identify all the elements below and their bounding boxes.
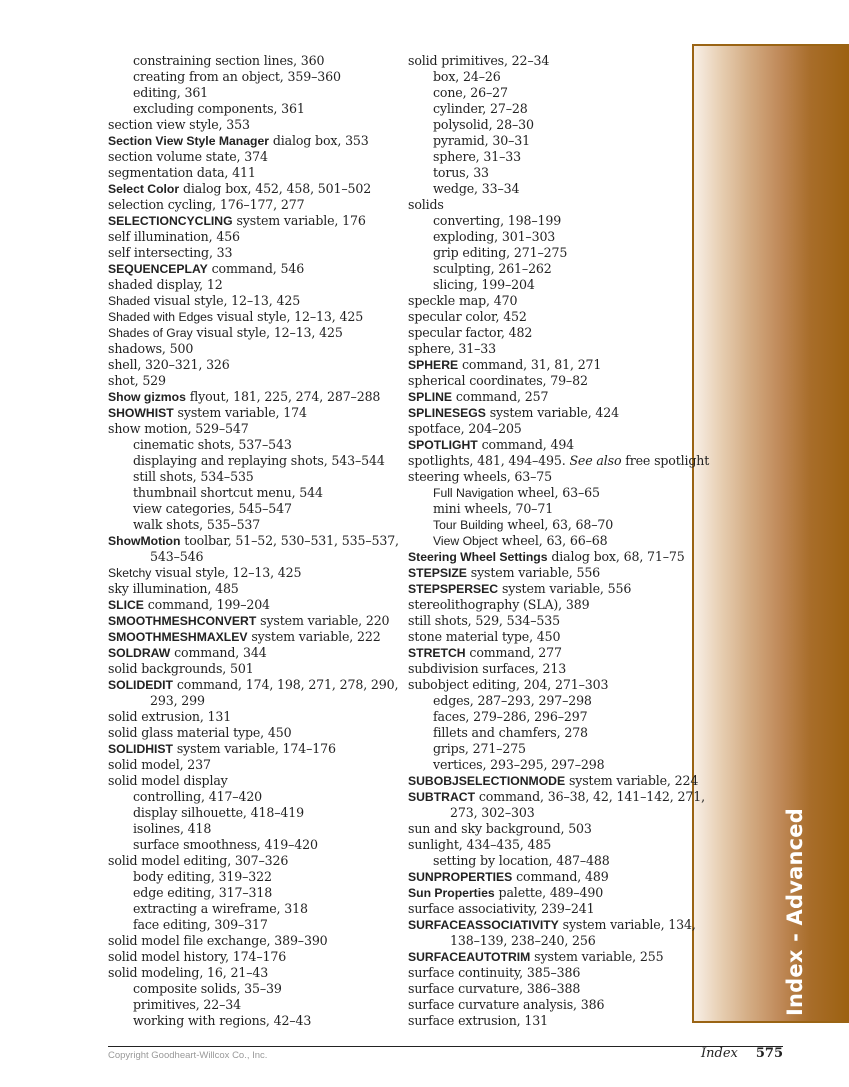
index-subentry [408,757,698,773]
entry-text: edges, 287–293, 297–298 [433,693,592,708]
index-entry [408,661,698,677]
entry-text: sphere, 31–33 [408,341,496,356]
index-subentry [108,501,398,517]
index-entry [108,325,398,341]
index-entry [108,213,398,229]
index-entry [408,789,705,805]
entry-text: displaying and replaying shots, 543–544 [133,453,385,468]
entry-text: edge editing, 317–318 [133,885,273,900]
index-entry [108,373,398,389]
entry-text: command, 494 [477,437,575,452]
entry-text: view categories, 545–547 [133,501,292,516]
index-entry [108,661,398,677]
index-entry [108,853,398,869]
index-entry [408,421,698,437]
index-entry [408,341,698,357]
entry-text: pyramid, 30–31 [433,133,530,148]
entry-text: sphere, 31–33 [433,149,521,164]
entry-term-bold: SURFACEAUTOTRIM [408,950,531,964]
index-subentry [408,853,698,869]
entry-text: face editing, 309–317 [133,917,268,932]
index-subentry [108,869,398,885]
entry-text: system variable, 176 [232,213,366,228]
entry-text: composite solids, 35–39 [133,981,282,996]
index-entry [108,773,398,789]
entry-text: system variable, 255 [530,949,664,964]
index-entry [108,709,398,725]
entry-term-bold: Section View Style Manager [108,134,269,148]
index-entry [108,565,398,581]
entry-term-bold: ShowMotion [108,534,181,548]
index-entry [408,645,698,661]
entry-text: solids [408,197,444,212]
index-entry [408,597,698,613]
index-subentry [408,149,698,165]
index-entry [108,293,398,309]
index-entry [408,197,698,213]
entry-term-bold: SPHERE [408,358,459,372]
index-entry [108,389,398,405]
entry-term-bold: SPOTLIGHT [408,438,478,452]
entry-term-ui: Tour Building [433,518,504,532]
cross-reference-label: See also [569,453,622,468]
entry-text: system variable, 556 [466,565,601,580]
entry-text: converting, 198–199 [433,213,562,228]
entry-text: command, 257 [452,389,549,404]
index-subentry [108,885,398,901]
index-subentry [408,69,698,85]
entry-term-bold: Select Color [108,182,180,196]
entry-term-bold: SPLINESEGS [408,406,486,420]
index-entry [108,677,398,693]
index-subentry [108,917,398,933]
entry-text: sunlight, 434–435, 485 [408,837,552,852]
index-entry [408,677,698,693]
index-entry [108,229,398,245]
entry-text: wheel, 63, 66–68 [497,533,608,548]
index-subentry [408,741,698,757]
index-subentry [408,709,698,725]
index-column-right [408,53,710,1029]
index-entry [408,405,698,421]
entry-term-bold: SELECTIONCYCLING [108,214,233,228]
index-entry [108,357,398,373]
entry-text: solid primitives, 22–34 [408,53,550,68]
entry-text: command, 344 [170,645,267,660]
index-subentry [108,469,398,485]
entry-text: surface smoothness, 419–420 [133,837,318,852]
index-subentry [408,485,698,501]
entry-continuation: 138–139, 238–240, 256 [450,933,596,948]
index-entry [408,613,698,629]
entry-text: command, 31, 81, 271 [458,357,602,372]
entry-text: system variable, 174–176 [173,741,336,756]
entry-text: command, 199–204 [143,597,270,612]
index-entry [108,725,398,741]
index-entry [108,613,398,629]
entry-text: controlling, 417–420 [133,789,263,804]
index-subentry [108,805,398,821]
index-subentry [408,133,698,149]
entry-text: visual style, 12–13, 425 [151,565,302,580]
entry-text: isolines, 418 [133,821,212,836]
entry-text: system variable, 222 [247,629,381,644]
entry-text: subdivision surfaces, 213 [408,661,567,676]
index-subentry [108,85,398,101]
index-subentry [108,453,398,469]
entry-text: self illumination, 456 [108,229,240,244]
entry-text: working with regions, 42–43 [133,1013,312,1028]
index-entry [408,629,698,645]
entry-text: still shots, 529, 534–535 [408,613,560,628]
entry-text: shot, 529 [108,373,166,388]
index-subentry [408,277,698,293]
entry-text: segmentation data, 411 [108,165,256,180]
index-entry [108,165,398,181]
entry-text: surface associativity, 239–241 [408,901,595,916]
index-entry [108,933,398,949]
index-entry [108,965,398,981]
entry-text: selection cycling, 176–177, 277 [108,197,305,212]
entry-continuation: 543–546 [150,549,204,564]
entry-text: palette, 489–490 [494,885,604,900]
copyright-notice: Copyright Goodheart-Willcox Co., Inc. [108,1050,268,1061]
entry-term-bold: Sun Properties [408,886,495,900]
entry-text: solid model editing, 307–326 [108,853,289,868]
entry-text: shaded display, 12 [108,277,223,292]
index-subentry [408,245,698,261]
entry-text: wheel, 63–65 [513,485,600,500]
entry-text: system variable, 134, [558,917,696,932]
entry-text: self intersecting, 33 [108,245,233,260]
index-entry [408,581,698,597]
page-footer [701,1046,783,1061]
entry-text: dialog box, 353 [268,133,369,148]
entry-text: walk shots, 535–537 [133,517,261,532]
index-subentry [108,69,398,85]
entry-text: solid backgrounds, 501 [108,661,254,676]
entry-text: extracting a wireframe, 318 [133,901,308,916]
index-entry [408,901,698,917]
index-entry [108,581,398,597]
entry-text: flyout, 181, 225, 274, 287–288 [185,389,381,404]
index-entry [408,373,698,389]
entry-text: cone, 26–27 [433,85,508,100]
index-subentry [408,501,698,517]
index-entry [408,981,698,997]
index-entry [108,261,398,277]
cross-reference-target: free spotlight [621,453,710,468]
entry-text: speckle map, 470 [408,293,518,308]
index-entry [108,757,398,773]
index-entry [108,629,398,645]
entry-text: sky illumination, 485 [108,581,239,596]
entry-text: cylinder, 27–28 [433,101,528,116]
index-entry [408,869,698,885]
entry-text: visual style, 12–13, 425 [192,325,343,340]
index-entry [408,917,698,933]
entry-term-bold: SOLDRAW [108,646,171,660]
index-subentry [108,53,398,69]
index-entry [108,533,398,549]
entry-text: slicing, 199–204 [433,277,535,292]
entry-text: torus, 33 [433,165,489,180]
index-subentry [408,213,698,229]
entry-text: spotlights, 481, 494–495. [408,453,570,468]
entry-term-ui: Full Navigation [433,486,514,500]
entry-text: body editing, 319–322 [133,869,272,884]
entry-continuation: 273, 302–303 [450,805,535,820]
entry-text: editing, 361 [133,85,209,100]
index-subentry [108,981,398,997]
entry-text: shell, 320–321, 326 [108,357,230,372]
index-subentry [408,261,698,277]
index-entry [408,53,698,69]
footer-rule [108,1046,783,1047]
index-subentry [108,437,398,453]
entry-text: wedge, 33–34 [433,181,520,196]
entry-text: subobject editing, 204, 271–303 [408,677,609,692]
entry-text: spotface, 204–205 [408,421,522,436]
index-subentry [108,101,398,117]
index-subentry [108,837,398,853]
index-entry [108,341,398,357]
entry-term-bold: SHOWHIST [108,406,174,420]
index-entry [108,133,398,149]
index-subentry [408,165,698,181]
entry-text: visual style, 12–13, 425 [150,293,301,308]
entry-text: solid glass material type, 450 [108,725,292,740]
index-entry [408,453,710,469]
index-subentry [408,117,698,133]
entry-term-bold: STEPSIZE [408,566,467,580]
entry-text: cinematic shots, 537–543 [133,437,292,452]
entry-text: box, 24–26 [433,69,501,84]
index-entry [108,405,398,421]
entry-term-bold: STEPSPERSEC [408,582,499,596]
entry-continuation: 293, 299 [150,693,205,708]
entry-text: dialog box, 68, 71–75 [547,549,685,564]
index-entry [408,965,698,981]
entry-text: display silhouette, 418–419 [133,805,304,820]
index-entry [408,309,698,325]
entry-text: grips, 271–275 [433,741,526,756]
entry-text: spherical coordinates, 79–82 [408,373,588,388]
entry-term-bold: SEQUENCEPLAY [108,262,208,276]
entry-text: faces, 279–286, 296–297 [433,709,588,724]
entry-text: polysolid, 28–30 [433,117,534,132]
index-entry [408,549,698,565]
entry-text: solid model file exchange, 389–390 [108,933,328,948]
index-subentry [408,725,698,741]
entry-text: still shots, 534–535 [133,469,254,484]
entry-text: specular color, 452 [408,309,527,324]
entry-text: visual style, 12–13, 425 [213,309,364,324]
entry-text: command, 174, 198, 271, 278, 290, [173,677,399,692]
entry-text: surface extrusion, 131 [408,1013,548,1028]
entry-text: specular factor, 482 [408,325,533,340]
entry-text: constraining section lines, 360 [133,53,325,68]
entry-text: system variable, 556 [498,581,632,596]
index-entry [108,197,398,213]
entry-text: solid model, 237 [108,757,211,772]
entry-text: vertices, 293–295, 297–298 [433,757,605,772]
entry-text: command, 489 [512,869,609,884]
index-entry [408,565,698,581]
index-entry [108,149,398,165]
index-subentry [408,229,698,245]
index-entry [408,837,698,853]
entry-text: primitives, 22–34 [133,997,242,1012]
entry-term-ui: Shades of Gray [108,326,193,340]
entry-text: exploding, 301–303 [433,229,556,244]
entry-term-bold: SURFACEASSOCIATIVITY [408,918,559,932]
section-side-tab [692,44,849,1023]
entry-text: show motion, 529–547 [108,421,249,436]
entry-term-ui: View Object [433,534,498,548]
entry-term-bold: SUBOBJSELECTIONMODE [408,774,566,788]
entry-text: mini wheels, 70–71 [433,501,554,516]
entry-text: stereolithography (SLA), 389 [408,597,590,612]
page-number: 575 [755,1046,783,1061]
index-subentry [408,533,698,549]
entry-text: dialog box, 452, 458, 501–502 [179,181,372,196]
entry-text: steering wheels, 63–75 [408,469,552,484]
entry-text: grip editing, 271–275 [433,245,568,260]
index-entry [108,741,398,757]
index-subentry [108,789,398,805]
entry-text: stone material type, 450 [408,629,561,644]
index-subentry [108,485,398,501]
entry-term-bold: Show gizmos [108,390,186,404]
index-subentry [108,517,398,533]
entry-text: solid model history, 174–176 [108,949,287,964]
entry-text: system variable, 224 [565,773,699,788]
side-tab-label: Index - Advanced [783,808,807,1016]
entry-text: command, 36–38, 42, 141–142, 271, [475,789,705,804]
entry-text: system variable, 424 [485,405,620,420]
entry-term-bold: STRETCH [408,646,466,660]
entry-text: section volume state, 374 [108,149,268,164]
entry-term-ui: Shaded with Edges [108,310,214,324]
index-entry [408,821,698,837]
entry-text: toolbar, 51–52, 530–531, 535–537, [180,533,399,548]
entry-term-bold: SUBTRACT [408,790,476,804]
entry-text: solid modeling, 16, 21–43 [108,965,269,980]
entry-text: surface curvature, 386–388 [408,981,581,996]
index-subentry [108,901,398,917]
index-entry [408,773,698,789]
entry-term-bold: SOLIDHIST [108,742,174,756]
index-column-left [108,53,398,1029]
entry-term-bold: SMOOTHMESHMAXLEV [108,630,248,644]
index-entry [108,645,398,661]
entry-text: fillets and chamfers, 278 [433,725,588,740]
footer-section-name: Index [701,1046,738,1061]
index-subentry [108,821,398,837]
index-subentry [408,693,698,709]
index-entry [408,1013,698,1029]
index-entry [408,437,698,453]
entry-text: setting by location, 487–488 [433,853,610,868]
index-entry [108,597,398,613]
entry-term-bold: SPLINE [408,390,453,404]
index-subentry [108,997,398,1013]
entry-text: system variable, 220 [256,613,390,628]
entry-text: creating from an object, 359–360 [133,69,341,84]
index-entry [408,293,698,309]
index-entry [408,997,698,1013]
index-entry [408,885,698,901]
entry-text: solid extrusion, 131 [108,709,232,724]
index-entry [408,325,698,341]
entry-term-ui: Shaded [108,294,151,308]
entry-text: sculpting, 261–262 [433,261,552,276]
entry-text: system variable, 174 [173,405,307,420]
index-subentry [108,1013,398,1029]
index-entry [108,117,398,133]
entry-term-bold: SLICE [108,598,144,612]
index-entry [408,949,698,965]
entry-term-ui: Sketchy [108,566,152,580]
entry-text: sun and sky background, 503 [408,821,592,836]
entry-term-bold: SOLIDEDIT [108,678,174,692]
entry-term-bold: Steering Wheel Settings [408,550,548,564]
index-subentry [408,85,698,101]
index-entry [408,469,698,485]
index-entry [108,949,398,965]
index-entry [108,181,398,197]
index-entry [408,389,698,405]
entry-text: excluding components, 361 [133,101,305,116]
entry-text: shadows, 500 [108,341,194,356]
entry-term-bold: SMOOTHMESHCONVERT [108,614,257,628]
entry-text: wheel, 63, 68–70 [503,517,614,532]
entry-text: solid model display [108,773,228,788]
index-entry [108,277,398,293]
index-subentry [408,181,698,197]
entry-text: thumbnail shortcut menu, 544 [133,485,323,500]
entry-term-bold: SUNPROPERTIES [408,870,513,884]
entry-text: surface curvature analysis, 386 [408,997,605,1012]
entry-text: surface continuity, 385–386 [408,965,581,980]
index-subentry [408,101,698,117]
index-entry [108,309,398,325]
index-entry [108,421,398,437]
entry-text: command, 546 [207,261,305,276]
index-entry [408,357,698,373]
entry-text: section view style, 353 [108,117,250,132]
entry-text: command, 277 [465,645,562,660]
index-entry [108,245,398,261]
index-subentry [408,517,698,533]
